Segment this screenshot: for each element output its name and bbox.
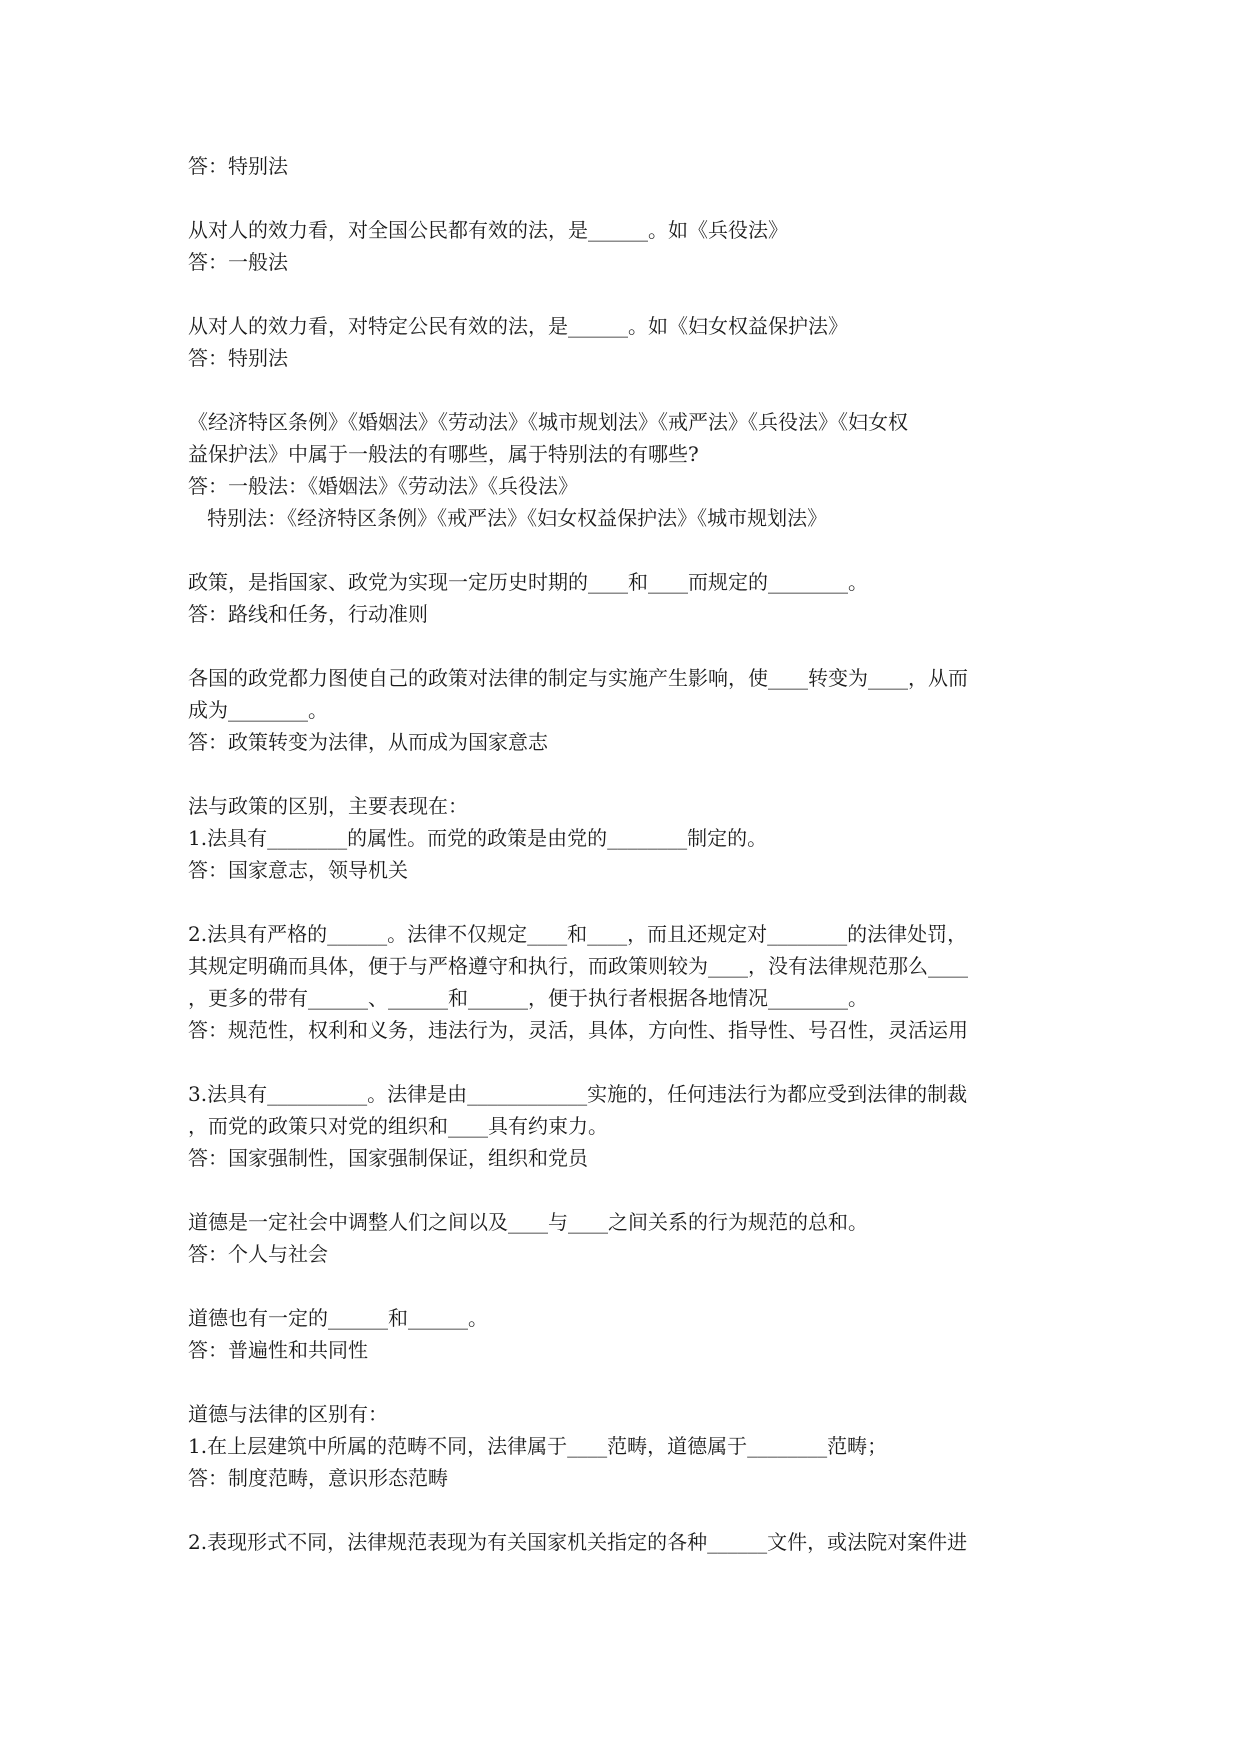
answer-line: 答：政策转变为法律，从而成为国家意志 [188, 730, 548, 754]
blank-line [188, 1270, 1061, 1302]
text-line: 其规定明确而具体，便于与严格遵守和执行，而政策则较为____，没有法律规范那么____ [188, 954, 968, 978]
blank-line [188, 182, 1061, 214]
answer-line: 答：一般法：《婚姻法》《劳动法》《兵役法》 [188, 474, 578, 498]
text-line: 政策，是指国家、政党为实现一定历史时期的____和____而规定的________。 [188, 570, 868, 594]
text-line: 益保护法》中属于一般法的有哪些，属于特别法的有哪些? [188, 442, 699, 466]
blank-line [188, 630, 1061, 662]
answer-line: 答：特别法 [188, 346, 288, 370]
answer-line: 答：路线和任务，行动准则 [188, 602, 428, 626]
blank-line [188, 278, 1061, 310]
blank-line [188, 1174, 1061, 1206]
answer-line: 答：特别法 [188, 154, 288, 178]
text-line: 2.表现形式不同，法律规范表现为有关国家机关指定的各种______文件，或法院对案件进 [188, 1530, 968, 1554]
blank-line [188, 374, 1061, 406]
text-line: 2.法具有严格的______。法律不仅规定____和____，而且还规定对________的法律处罚， [188, 922, 968, 946]
text-line: 成为________。 [188, 698, 328, 722]
text-line: 从对人的效力看，对特定公民有效的法，是______。如《妇女权益保护法》 [188, 314, 848, 338]
text-line: 道德也有一定的______和______。 [188, 1306, 488, 1330]
text-line: 道德是一定社会中调整人们之间以及____与____之间关系的行为规范的总和。 [188, 1210, 868, 1234]
answer-line: 答：规范性，权利和义务，违法行为，灵活，具体，方向性、指导性、号召性，灵活运用 [188, 1018, 968, 1042]
answer-line: 答：制度范畴，意识形态范畴 [188, 1466, 448, 1490]
text-line: 各国的政党都力图使自己的政策对法律的制定与实施产生影响，使____转变为____，从而 [188, 666, 968, 690]
blank-line [188, 758, 1061, 790]
text-line: 1.在上层建筑中所属的范畴不同，法律属于____范畴，道德属于________范畴； [188, 1434, 888, 1458]
text-line: 法与政策的区别，主要表现在： [188, 794, 468, 818]
blank-line [188, 886, 1061, 918]
blank-line [188, 1494, 1061, 1526]
answer-line: 答：一般法 [188, 250, 288, 274]
text-line: 道德与法律的区别有： [188, 1402, 388, 1426]
blank-line [188, 1046, 1061, 1078]
answer-line: 答：个人与社会 [188, 1242, 328, 1266]
blank-line [188, 1366, 1061, 1398]
text-line: 《经济特区条例》《婚姻法》《劳动法》《城市规划法》《戒严法》《兵役法》《妇女权 [188, 410, 908, 434]
text-line: ，更多的带有______、______和______，便于执行者根据各地情况________。 [188, 986, 868, 1010]
text-line: 特别法：《经济特区条例》《戒严法》《妇女权益保护法》《城市规划法》 [188, 506, 828, 530]
answer-line: 答：国家意志，领导机关 [188, 858, 408, 882]
text-line: 从对人的效力看，对全国公民都有效的法，是______。如《兵役法》 [188, 218, 788, 242]
answer-line: 答：普遍性和共同性 [188, 1338, 368, 1362]
blank-line [188, 534, 1061, 566]
text-line: 1.法具有________的属性。而党的政策是由党的________制定的。 [188, 826, 768, 850]
text-line: ，而党的政策只对党的组织和____具有约束力。 [188, 1114, 608, 1138]
text-line: 3.法具有__________。法律是由____________实施的，任何违法行为都应受到法律的制裁 [188, 1082, 968, 1106]
answer-line: 答：国家强制性，国家强制保证，组织和党员 [188, 1146, 588, 1170]
